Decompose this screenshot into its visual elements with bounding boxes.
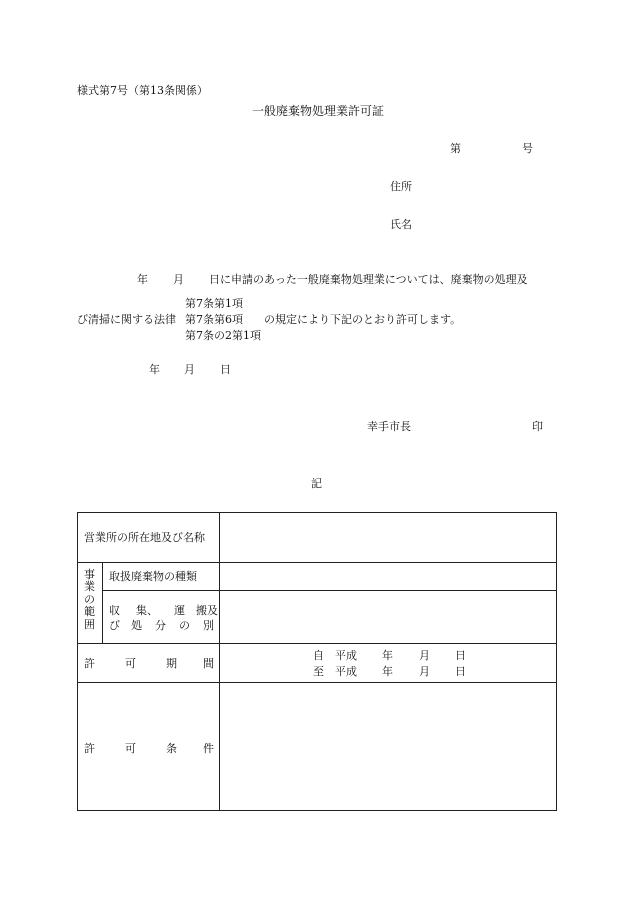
document-title: 一般廃棄物処理業許可証 — [252, 104, 385, 118]
row-divider-3 — [78, 643, 556, 644]
date-day: 日 — [220, 363, 231, 376]
issuer-name: 幸手市長 — [367, 420, 411, 433]
permit-number-suffix: 号 — [522, 142, 533, 155]
office-value[interactable] — [220, 513, 556, 562]
article-c: 第7条の2第1項 — [185, 329, 261, 342]
waste-type-label: 取扱廃棄物の種類 — [109, 570, 197, 583]
article-b: 第7条第6項 — [185, 313, 243, 326]
date-year: 年 — [149, 363, 160, 376]
address-label: 住所 — [390, 180, 412, 193]
body-month: 月 — [173, 273, 184, 286]
collection-value[interactable] — [220, 591, 556, 643]
date-month: 月 — [184, 363, 195, 376]
body-line2-suffix: の規定により下記のとおり許可します。 — [264, 313, 462, 326]
body-line2-prefix: び清掃に関する法律 — [77, 313, 176, 326]
name-label: 氏名 — [390, 218, 412, 231]
permit-table: 営業所の所在地及び名称 事 業 の 範 囲 取扱廃棄物の種類 収 集、 運 搬及 び 処 分 の 別 許 可 期 間 自 平成 年 月 日 至 平成 年 月 日 許 可 条 件 — [77, 512, 557, 811]
office-label: 営業所の所在地及び名称 — [84, 531, 205, 544]
seal-mark: 印 — [532, 420, 543, 433]
article-a: 第7条第1項 — [185, 297, 243, 310]
waste-type-value[interactable] — [220, 563, 556, 590]
body-line1: 日に申請のあった一般廃棄物処理業については、廃棄物の処理及 — [209, 273, 528, 286]
ki-heading: 記 — [311, 477, 322, 490]
body-year: 年 — [137, 273, 148, 286]
scope-divider — [102, 562, 103, 643]
permit-number-prefix: 第 — [450, 142, 461, 155]
form-number: 様式第7号（第13条関係） — [77, 84, 208, 97]
scope-label: 事 業 の 範 囲 — [84, 568, 95, 631]
conditions-value[interactable] — [220, 683, 556, 810]
